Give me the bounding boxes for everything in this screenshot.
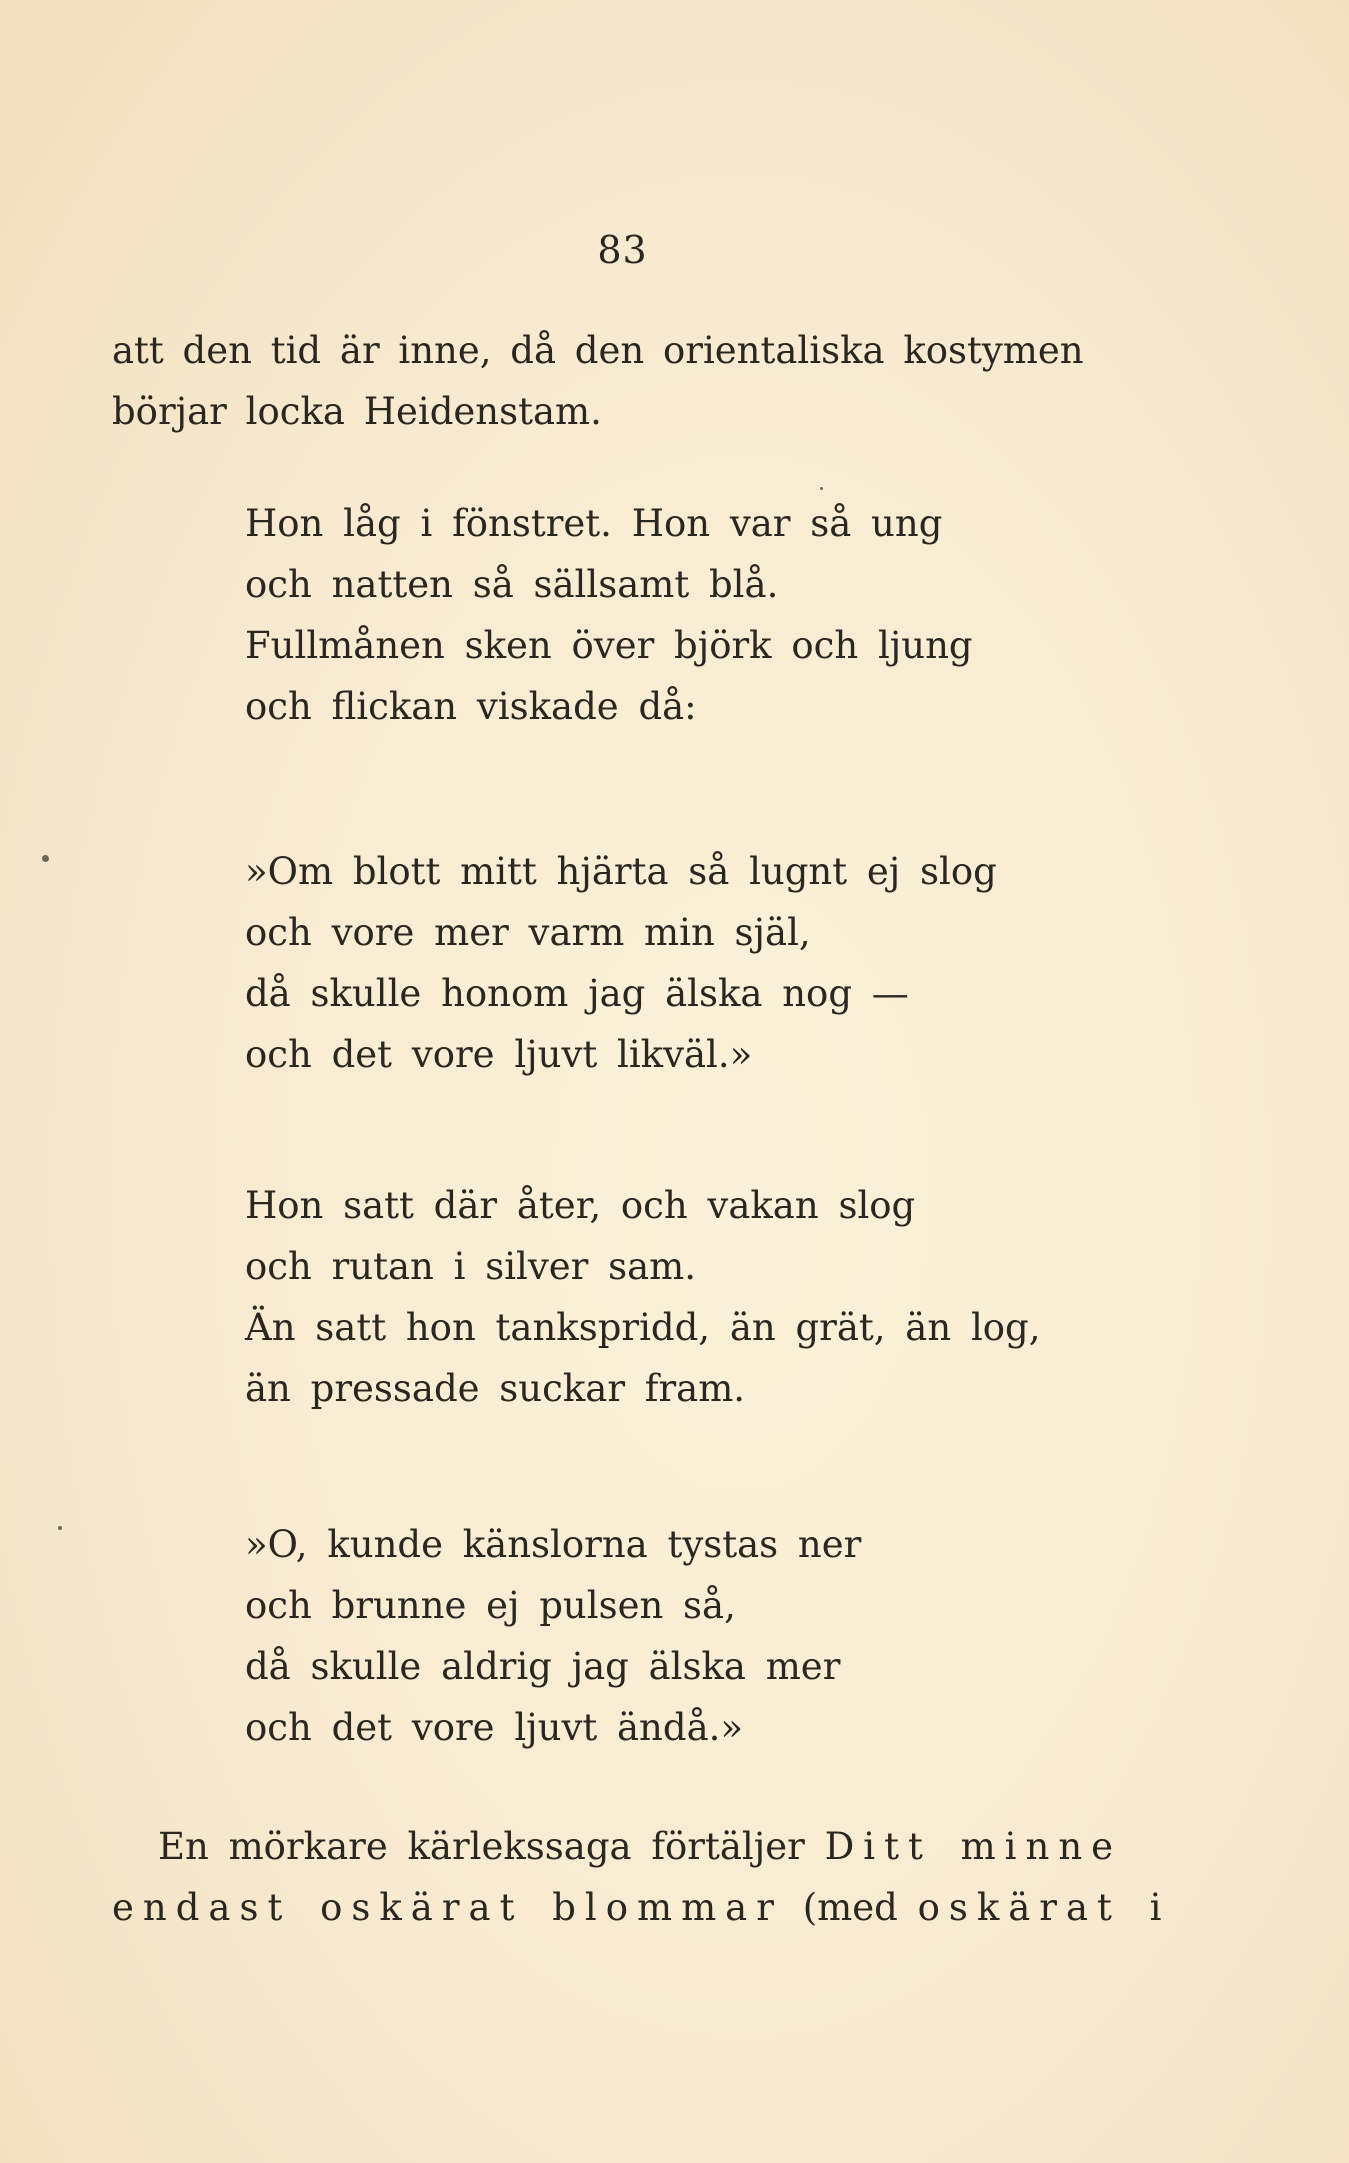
page-number: 83: [597, 228, 648, 272]
poem-stanza-4: [245, 1514, 861, 1758]
verse-line: Än satt hon tankspridd, än grät, än log,: [245, 1306, 1041, 1349]
verse-line: och rutan i silver sam.: [245, 1245, 697, 1288]
verse-line: »O, kunde känslorna tystas ner: [245, 1523, 862, 1566]
verse-line: och natten så sällsamt blå.: [245, 563, 779, 606]
emphasized-text: oskärat i: [917, 1886, 1171, 1929]
verse-line: då skulle honom jag älska nog —: [245, 972, 909, 1015]
closing-paragraph: [112, 1816, 1171, 1938]
paper-speck: [820, 487, 823, 490]
closing-line-1: [112, 1816, 1142, 1877]
verse-line: då skulle aldrig jag älska mer: [245, 1645, 841, 1688]
intro-line: börjar locka Heidenstam.: [112, 390, 602, 433]
poem-stanza-3: [245, 1175, 1041, 1419]
verse-line: och det vore ljuvt likväl.»: [245, 1033, 753, 1076]
paper-speck: [58, 1526, 62, 1530]
verse-line: och flickan viskade då:: [245, 685, 697, 728]
verse-line: och vore mer varm min själ,: [245, 911, 811, 954]
poem-stanza-2: [245, 841, 997, 1085]
closing-line-2: [112, 1877, 1171, 1938]
verse-line: Hon satt där åter, och vakan slog: [245, 1184, 916, 1227]
verse-line: och det vore ljuvt ändå.»: [245, 1706, 744, 1749]
verse-line: och brunne ej pulsen så,: [245, 1584, 736, 1627]
verse-line: än pressade suckar fram.: [245, 1367, 746, 1410]
emphasized-text: Ditt minne: [824, 1825, 1123, 1868]
paper-speck: [42, 855, 49, 862]
verse-line: Fullmånen sken över björk och ljung: [245, 624, 973, 667]
intro-line: att den tid är inne, då den orientaliska kostymen: [112, 329, 1084, 372]
closing-text: En mörkare kärlekssaga förtäljer: [158, 1825, 805, 1868]
verse-line: Hon låg i fönstret. Hon var så ung: [245, 502, 943, 545]
verse-line: »Om blott mitt hjärta så lugnt ej slog: [245, 850, 997, 893]
closing-text: (med: [802, 1886, 898, 1929]
intro-paragraph: [112, 320, 1132, 442]
emphasized-text: endast oskärat blommar: [112, 1886, 783, 1929]
poem-stanza-1: [245, 493, 973, 737]
